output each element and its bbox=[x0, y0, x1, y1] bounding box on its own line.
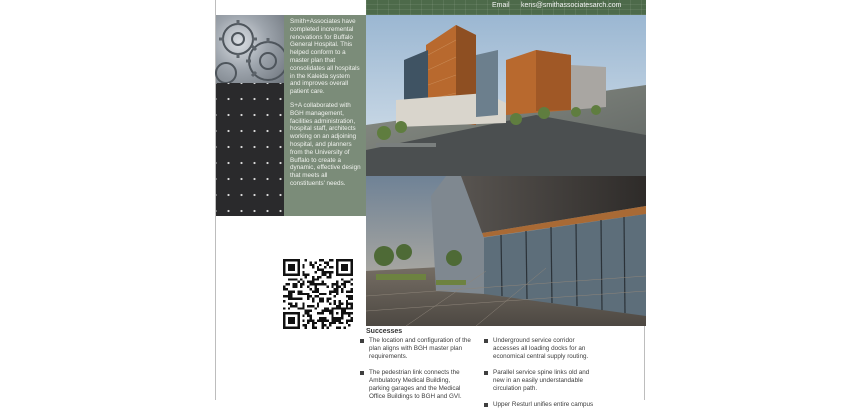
success-text: Parallel service spine links old and new in an easily understandable circulation path. bbox=[493, 369, 590, 392]
bullet-icon bbox=[484, 371, 488, 375]
list-item bbox=[484, 369, 596, 393]
description-paragraph-1: Smith+Associates have completed incremental renovations for Buffalo General Hospital. This helped conform to a master plan that consolidates all hospitals in the Kaleida system and improves overall patient care. bbox=[290, 18, 360, 96]
successes-list-right bbox=[484, 337, 596, 417]
successes-heading: Successes bbox=[366, 328, 403, 335]
email-link[interactable]: kens@smithassociatesarch.com bbox=[521, 2, 622, 9]
list-item bbox=[484, 401, 596, 409]
qr-code-icon[interactable] bbox=[283, 259, 353, 329]
success-text: Upper Resturl unifies entire campus bbox=[493, 401, 594, 408]
email-label: Email bbox=[492, 2, 510, 9]
brochure-page bbox=[215, 0, 645, 408]
list-item bbox=[360, 337, 472, 361]
gear-icon bbox=[216, 15, 284, 83]
project-description bbox=[284, 15, 366, 216]
bullet-icon bbox=[360, 339, 364, 343]
description-paragraph-2: S+A collaborated with BGH management, facilities administration, hospital staff, architects working on an adjoining hospital, and planners from the University of Buffalo to create a dynamic, effective design that meets all constituents' needs. bbox=[290, 101, 361, 187]
success-text: The location and configuration of the plan aligns with BGH master plan requirements. bbox=[369, 337, 471, 360]
hospital-plaza-rendering bbox=[366, 176, 646, 326]
list-item bbox=[360, 369, 472, 401]
successes-list-left bbox=[360, 337, 472, 409]
header-bar bbox=[366, 0, 646, 15]
success-text: Underground service corridor accesses all loading docks for an economical central supply routing. bbox=[493, 337, 589, 360]
bullet-icon bbox=[360, 371, 364, 375]
gears-photo bbox=[216, 15, 284, 83]
success-text: The pedestrian link connects the Ambulatory Medical Building, parking garages and the Medical Office Buildings to BGH and GVI. bbox=[369, 369, 462, 400]
list-item bbox=[484, 337, 596, 361]
bullet-icon bbox=[484, 403, 488, 407]
hospital-exterior-rendering bbox=[366, 15, 646, 176]
bullet-icon bbox=[484, 339, 488, 343]
dotted-pattern-block bbox=[216, 83, 284, 216]
